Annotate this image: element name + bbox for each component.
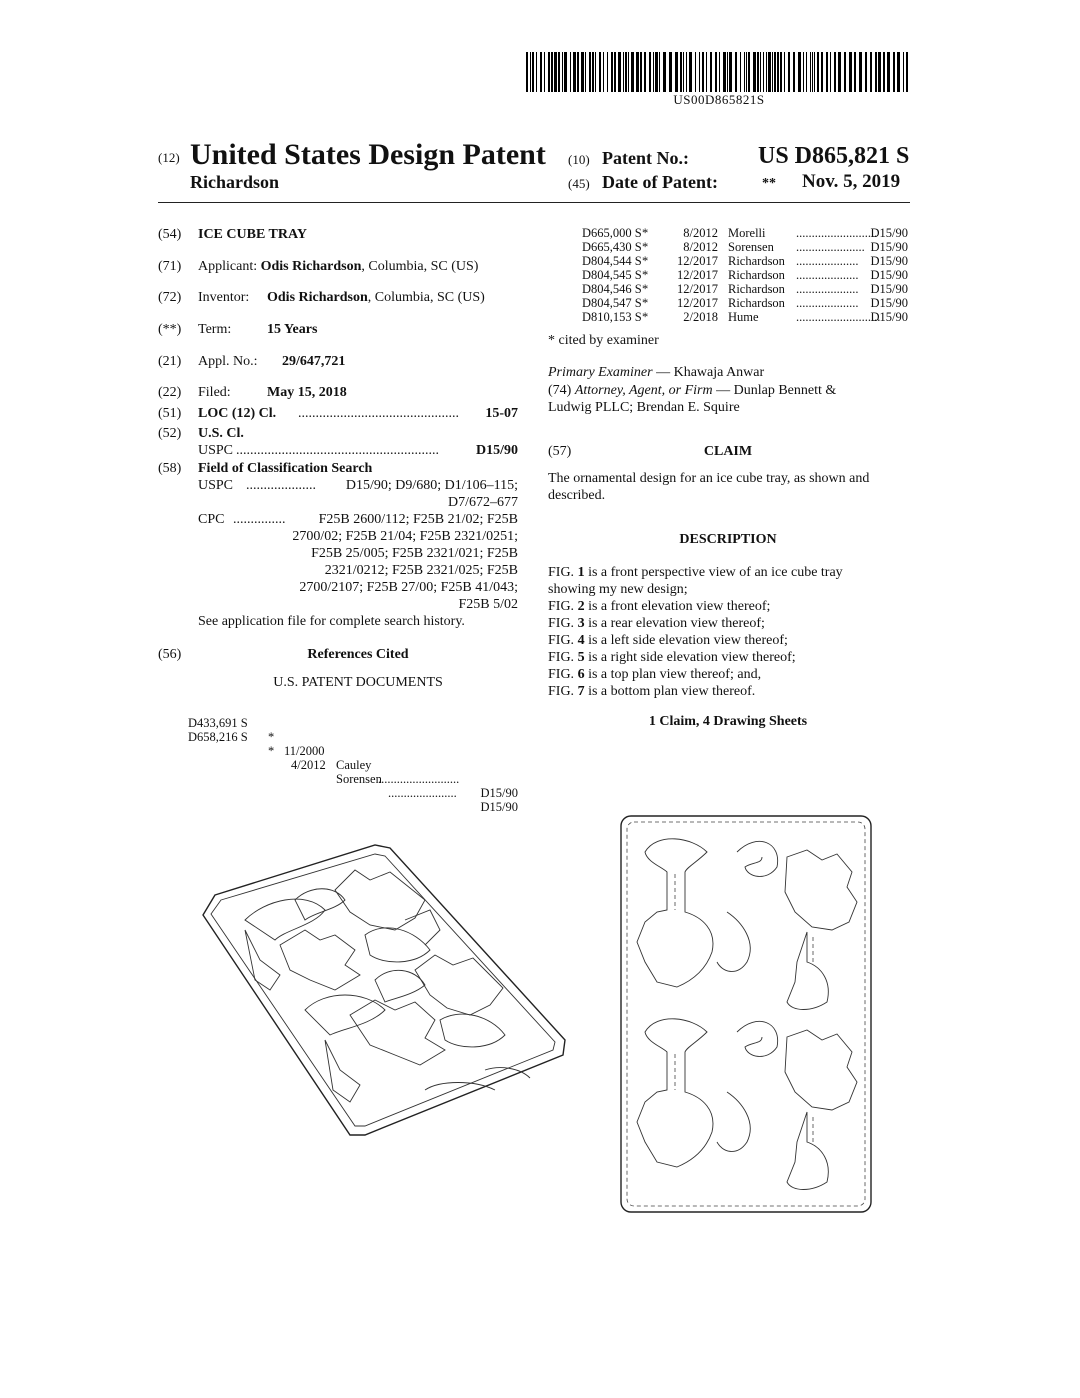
inventor-location: , Columbia, SC (US) bbox=[367, 290, 485, 305]
claim-title: CLAIM bbox=[703, 444, 753, 459]
reference-number: D665,430 S bbox=[582, 240, 642, 254]
attorney-label: Attorney, Agent, or Firm bbox=[574, 383, 713, 398]
figure-description-line bbox=[548, 598, 910, 615]
figure-description-line bbox=[548, 666, 910, 683]
description-title: DESCRIPTION bbox=[679, 532, 777, 547]
reference-class: D15/90 bbox=[870, 268, 908, 282]
reference-name: Morelli bbox=[728, 226, 766, 240]
figure-description-line bbox=[548, 683, 910, 700]
reference-leader: ........................... bbox=[796, 310, 881, 324]
date-marker: ** bbox=[762, 176, 776, 191]
claim-text-line2: described. bbox=[548, 488, 606, 503]
date-label: Date of Patent: bbox=[602, 172, 718, 192]
figure-pre: FIG. bbox=[548, 599, 578, 614]
reference-leader: .................... bbox=[796, 296, 859, 310]
code-52: (52) bbox=[158, 426, 182, 441]
reference-star: * bbox=[642, 268, 649, 282]
patent-title: United States Design Patent bbox=[190, 138, 546, 171]
reference-class: D15/90 bbox=[870, 254, 908, 268]
reference-class: D15/90 bbox=[480, 786, 518, 800]
reference-row bbox=[582, 254, 908, 268]
reference-number: D804,544 S bbox=[582, 254, 642, 268]
figure-num: 7 bbox=[577, 684, 585, 699]
attorney-line1: — Dunlap Bennett & bbox=[712, 383, 837, 398]
reference-number: D804,546 S bbox=[582, 282, 642, 296]
us-cl-label: U.S. Cl. bbox=[198, 426, 244, 441]
figure-pre: FIG. bbox=[548, 667, 578, 682]
search-uspc-leader: .................... bbox=[246, 478, 316, 493]
search-cpc-line2: 2700/02; F25B 21/04; F25B 2321/0251; bbox=[292, 529, 518, 544]
reference-number: D810,153 S bbox=[582, 310, 642, 324]
appl-number: 29/647,721 bbox=[282, 354, 346, 369]
reference-name: Cauley bbox=[336, 758, 372, 772]
reference-row bbox=[582, 296, 908, 310]
figure-text: is a top plan view thereof; and, bbox=[584, 667, 762, 682]
reference-date: 12/2017 bbox=[677, 282, 718, 296]
reference-class: D15/90 bbox=[870, 310, 908, 324]
applicant-field bbox=[198, 258, 478, 275]
reference-name: Hume bbox=[728, 310, 759, 324]
patent-no-label: Patent No.: bbox=[602, 148, 689, 168]
reference-row bbox=[582, 268, 908, 282]
inventor-label: Inventor: bbox=[198, 290, 250, 305]
inventor-name: Odis Richardson bbox=[267, 290, 368, 305]
search-cpc-leader: ............... bbox=[233, 512, 286, 527]
claims-sheets-summary: 1 Claim, 4 Drawing Sheets bbox=[648, 714, 808, 729]
reference-number: D658,216 S bbox=[188, 730, 248, 744]
figure-text: is a front perspective view of an ice cube tray bbox=[584, 565, 843, 580]
loc-value: 15-07 bbox=[485, 406, 518, 421]
search-uspc-label: USPC bbox=[198, 478, 234, 493]
patent-date: Nov. 5, 2019 bbox=[802, 171, 901, 192]
inventor-surname: Richardson bbox=[190, 172, 280, 192]
search-cpc-line4: 2321/0212; F25B 2321/025; F25B bbox=[324, 563, 518, 578]
attorney-line2: Ludwig PLLC; Brendan E. Squire bbox=[548, 400, 740, 415]
reference-row bbox=[582, 282, 908, 296]
figure-description-line bbox=[548, 632, 910, 649]
search-uspc-line1: D15/90; D9/680; D1/106–115; bbox=[345, 478, 518, 493]
search-cpc-line1: F25B 2600/112; F25B 21/02; F25B bbox=[318, 512, 518, 527]
figure-text: is a left side elevation view thereof; bbox=[584, 633, 788, 648]
uspc-leader: .......................................................... bbox=[236, 443, 439, 458]
reference-row bbox=[582, 310, 908, 324]
reference-date: 12/2017 bbox=[677, 296, 718, 310]
reference-name: Richardson bbox=[728, 254, 785, 268]
reference-date: 12/2017 bbox=[677, 268, 718, 282]
references-title: References Cited bbox=[307, 647, 409, 662]
code-71: (71) bbox=[158, 259, 182, 274]
right-references-table bbox=[582, 226, 908, 324]
figure-num: 2 bbox=[577, 599, 585, 614]
figure-num: 6 bbox=[577, 667, 585, 682]
figure-num: 1 bbox=[577, 565, 585, 580]
reference-date: 8/2012 bbox=[683, 240, 718, 254]
appl-label: Appl. No.: bbox=[198, 354, 258, 369]
inventor-value bbox=[267, 289, 485, 306]
reference-class: D15/90 bbox=[870, 282, 908, 296]
reference-name: Sorensen bbox=[336, 772, 382, 786]
reference-leader: ...................... bbox=[388, 786, 457, 800]
reference-row bbox=[582, 226, 908, 240]
cited-note: * cited by examiner bbox=[548, 333, 659, 348]
search-uspc-line2: D7/672–677 bbox=[448, 495, 518, 510]
code-45: (45) bbox=[568, 176, 590, 191]
reference-leader: ...................... bbox=[796, 240, 865, 254]
figure-pre: FIG. bbox=[548, 633, 578, 648]
figure-num: 5 bbox=[577, 650, 585, 665]
uspc-value: D15/90 bbox=[476, 443, 518, 458]
reference-star: * bbox=[642, 296, 649, 310]
figure-text: is a rear elevation view thereof; bbox=[584, 616, 765, 631]
term-label: Term: bbox=[198, 322, 232, 337]
applicant-name: Odis Richardson bbox=[260, 259, 362, 274]
reference-leader: .................... bbox=[796, 268, 859, 282]
figure-description-line bbox=[548, 649, 910, 666]
barcode bbox=[526, 52, 912, 92]
barcode-number: US00D865821S bbox=[673, 92, 765, 107]
code-10: (10) bbox=[568, 152, 590, 167]
reference-name: Richardson bbox=[728, 268, 785, 282]
figure-text: showing my new design; bbox=[548, 582, 688, 597]
us-patent-documents-heading: U.S. PATENT DOCUMENTS bbox=[273, 675, 443, 690]
reference-star: * bbox=[642, 310, 649, 324]
reference-number: D665,000 S bbox=[582, 226, 642, 240]
reference-date: 8/2012 bbox=[683, 226, 718, 240]
design-title: ICE CUBE TRAY bbox=[198, 227, 307, 242]
reference-number: D804,545 S bbox=[582, 268, 642, 282]
header-rule bbox=[158, 202, 910, 203]
code-57: (57) bbox=[548, 444, 572, 459]
reference-date: 12/2017 bbox=[677, 254, 718, 268]
reference-number: D804,547 S bbox=[582, 296, 642, 310]
applicant-location: , Columbia, SC (US) bbox=[361, 259, 479, 274]
loc-label: LOC (12) Cl. bbox=[198, 406, 277, 421]
term-value: 15 Years bbox=[267, 322, 318, 337]
code-21: (21) bbox=[158, 354, 182, 369]
patent-number: US D865,821 S bbox=[758, 143, 910, 169]
search-cpc-line6: F25B 5/02 bbox=[458, 597, 518, 612]
reference-leader: .......................... bbox=[796, 226, 878, 240]
code-56: (56) bbox=[158, 647, 182, 662]
code-51: (51) bbox=[158, 406, 182, 421]
search-cpc-label: CPC bbox=[198, 512, 225, 527]
search-cpc-line3: F25B 25/005; F25B 2321/021; F25B bbox=[311, 546, 518, 561]
code-12: (12) bbox=[158, 150, 180, 165]
reference-star: * bbox=[268, 730, 275, 744]
figure-description-line bbox=[548, 564, 910, 581]
search-cpc-line5: 2700/2107; F25B 27/00; F25B 41/043; bbox=[299, 580, 518, 595]
examiner-label: Primary Examiner bbox=[548, 365, 653, 380]
reference-class: D15/90 bbox=[870, 240, 908, 254]
code-term: (**) bbox=[158, 322, 182, 337]
reference-star: * bbox=[642, 282, 649, 296]
reference-star: * bbox=[642, 240, 649, 254]
figure-pre: FIG. bbox=[548, 684, 578, 699]
reference-star: * bbox=[642, 226, 649, 240]
reference-date: 11/2000 bbox=[284, 744, 325, 758]
reference-leader: .......................... bbox=[378, 772, 460, 786]
figure-text: is a bottom plan view thereof. bbox=[584, 684, 756, 699]
inventor-field bbox=[198, 289, 249, 306]
figure-pre: FIG. bbox=[548, 650, 578, 665]
code-22: (22) bbox=[158, 385, 182, 400]
claim-text-line1: The ornamental design for an ice cube tray, as shown and bbox=[548, 471, 870, 486]
figure-description-line bbox=[548, 615, 910, 632]
figure-text: is a front elevation view thereof; bbox=[584, 599, 771, 614]
applicant-label: Applicant: bbox=[198, 259, 258, 274]
reference-number: D433,691 S bbox=[188, 716, 248, 730]
reference-leader: .................... bbox=[796, 254, 859, 268]
reference-date: 2/2018 bbox=[683, 310, 718, 324]
search-history-note: See application file for complete search history. bbox=[198, 614, 465, 629]
reference-date: 4/2012 bbox=[291, 758, 326, 772]
reference-row bbox=[582, 240, 908, 254]
tray-top-plan-drawing bbox=[617, 812, 875, 1216]
reference-leader: .................... bbox=[796, 282, 859, 296]
loc-leader: .............................................. bbox=[298, 406, 459, 421]
filed-label: Filed: bbox=[198, 385, 231, 400]
code-72: (72) bbox=[158, 290, 182, 305]
filed-date: May 15, 2018 bbox=[267, 385, 347, 400]
examiner-name: — Khawaja Anwar bbox=[652, 365, 765, 380]
attorney-line bbox=[548, 382, 836, 399]
figure-pre: FIG. bbox=[548, 565, 578, 580]
uspc-label: USPC bbox=[198, 443, 234, 458]
reference-class: D15/90 bbox=[870, 296, 908, 310]
figure-pre: FIG. bbox=[548, 616, 578, 631]
figure-description-line bbox=[548, 581, 910, 598]
reference-class: D15/90 bbox=[480, 800, 518, 814]
figure-descriptions bbox=[548, 564, 910, 700]
reference-name: Sorensen bbox=[728, 240, 774, 254]
figure-text: is a right side elevation view thereof; bbox=[584, 650, 796, 665]
tray-perspective-drawing bbox=[185, 840, 570, 1140]
reference-name: Richardson bbox=[728, 296, 785, 310]
reference-name: Richardson bbox=[728, 282, 785, 296]
figure-num: 3 bbox=[577, 616, 585, 631]
reference-star: * bbox=[268, 744, 275, 758]
left-references-table bbox=[188, 702, 518, 814]
figure-num: 4 bbox=[577, 633, 585, 648]
search-field-label: Field of Classification Search bbox=[198, 461, 373, 476]
attorney-code: (74) bbox=[548, 383, 572, 398]
examiner-line bbox=[548, 364, 764, 381]
code-54: (54) bbox=[158, 227, 182, 242]
reference-class: D15/90 bbox=[870, 226, 908, 240]
reference-star: * bbox=[642, 254, 649, 268]
code-58: (58) bbox=[158, 461, 182, 476]
